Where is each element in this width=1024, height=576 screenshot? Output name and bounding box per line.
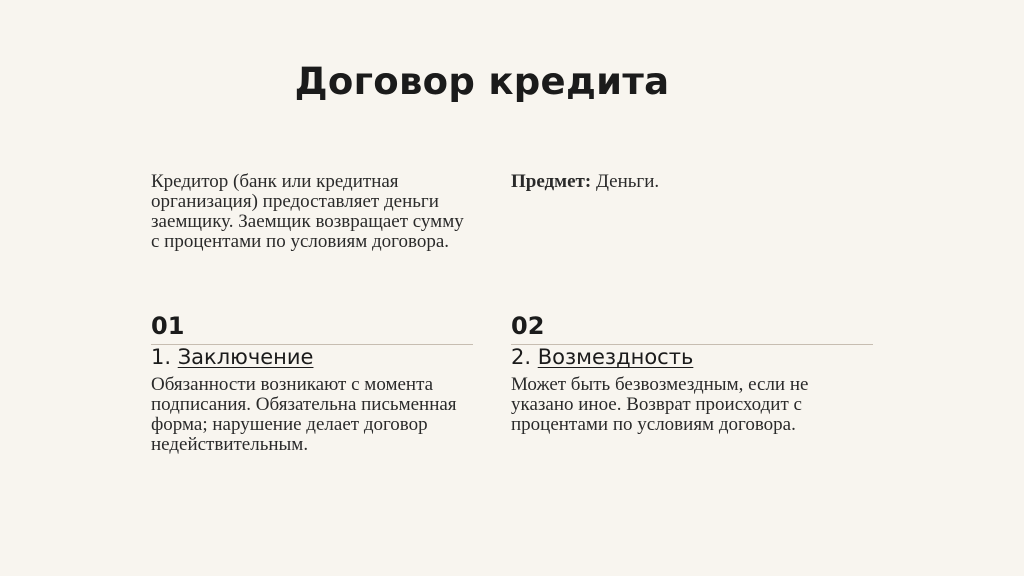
item-number: 02 bbox=[511, 312, 873, 345]
item-block-1 bbox=[151, 312, 473, 455]
item-number: 01 bbox=[151, 312, 473, 345]
intro-paragraph: Кредитор (банк или кредитная организация) предоставляет деньги заемщику. Заемщик возвращает сумму с процентами по условиям договора. bbox=[151, 171, 464, 252]
item-heading bbox=[511, 345, 873, 369]
item-description: Может быть безвозмездным, если не указано иное. Возврат происходит с процентами по условиям договора. bbox=[511, 374, 809, 435]
item-heading-prefix: 2. bbox=[511, 345, 538, 369]
item-heading bbox=[151, 345, 473, 369]
subject-label: Предмет: bbox=[511, 171, 592, 192]
item-heading-prefix: 1. bbox=[151, 345, 178, 369]
page-title: Договор кредита bbox=[294, 60, 670, 103]
subject-value: Деньги. bbox=[591, 171, 660, 192]
item-block-2 bbox=[511, 312, 873, 435]
item-description: Обязанности возникают с момента подписания. Обязательна письменная форма; нарушение делает договор недействительным. bbox=[151, 374, 457, 455]
item-heading-text: Возмездность bbox=[537, 345, 694, 369]
item-heading-text: Заключение bbox=[177, 345, 314, 369]
subject-line bbox=[511, 172, 871, 192]
